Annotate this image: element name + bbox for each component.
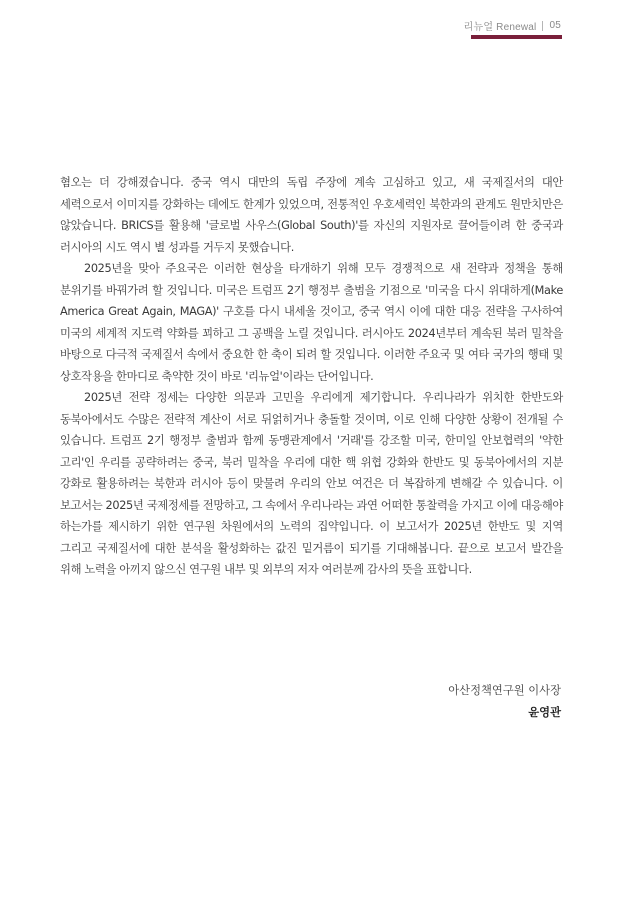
signer-title: 아산정책연구원 이사장 (448, 684, 561, 697)
header-divider (542, 21, 543, 31)
page-number: 05 (549, 20, 561, 31)
paragraph-major-powers: 2025년을 맞아 주요국은 이러한 현상을 타개하기 위해 모두 경쟁적으로 새 전략과 정책을 통해 분위기를 바꿔가려 할 것입니다. 미국은 트럼프 2기 행정부 출범을 기점으로 '미국을 다시 위대하게(Make America Great Again, MAGA)' 구호를 다시 내세울 것이고, 중국 역시 이에 대한 대응 전략을 구사하여 미국의 세계적 지도력 약화를 꾀하고 그 공백을 노릴 것입니다. 러시아도 2024년부터 계속된 북러 밀착을 바탕으로 다극적 국제질서 속에서 중요한 한 축이 되려 할 것입니다. 이러한 주요국 및 여타 국가의 행태 및 상호작용을 한마디로 축약한 것이 바로 '리뉴얼'이라는 단어입니다. (60, 262, 563, 383)
signature-block (448, 680, 561, 724)
paragraph-strategic-outlook: 2025년 전략 정세는 다양한 의문과 고민을 우리에게 제기합니다. 우리나라가 위치한 한반도와 동북아에서도 수많은 전략적 계산이 서로 뒤얽히거나 충돌할 것이며, 이로 인해 다양한 상황이 전개될 수 있습니다. 트럼프 2기 행정부 출범과 함께 동맹관계에서 '거래'를 강조할 미국, 한미일 안보협력의 '약한 고리'인 우리를 공략하려는 중국, 북러 밀착을 우리에 대한 핵 위협 강화와 한반도 및 동북아에서의 지분 강화로 활용하려는 북한과 러시아 등이 맞물려 우리의 안보 여건은 더 복잡하게 변해갈 수 있습니다. 이 보고서는 2025년 국제정세를 전망하고, 그 속에서 우리나라는 과연 어떠한 통찰력을 가지고 이에 대응해야 하는가를 제시하기 위한 연구원 차원에서의 노력의 집약입니다. 이 보고서가 2025년 한반도 및 지역 그리고 국제질서에 대한 분석을 활성화하는 값진 밑거름이 되기를 기대해봅니다. 끝으로 보고서 발간을 위해 노력을 아끼지 않으신 연구원 내부 및 외부의 저자 여러분께 감사의 뜻을 표합니다. (60, 391, 563, 576)
running-section-title: 리뉴얼 Renewal (463, 22, 537, 33)
signer-name: 윤영관 (528, 706, 561, 719)
header-accent-rule (471, 35, 562, 39)
body-text (60, 172, 563, 581)
paragraph-continuation: 혐오는 더 강해졌습니다. 중국 역시 대만의 독립 주장에 계속 고심하고 있고, 새 국제질서의 대안 세력으로서 이미지를 강화하는 데에도 한계가 있었으며, 전통적인 우호세력인 북한과의 관계도 원만치만은 않았습니다. BRICS를 활용해 '글로벌 사우스(Global South)'를 자신의 지원자로 끌어들이려 한 중국과 러시아의 시도 역시 별 성과를 거두지 못했습니다. (60, 176, 563, 254)
page-header (464, 18, 561, 33)
